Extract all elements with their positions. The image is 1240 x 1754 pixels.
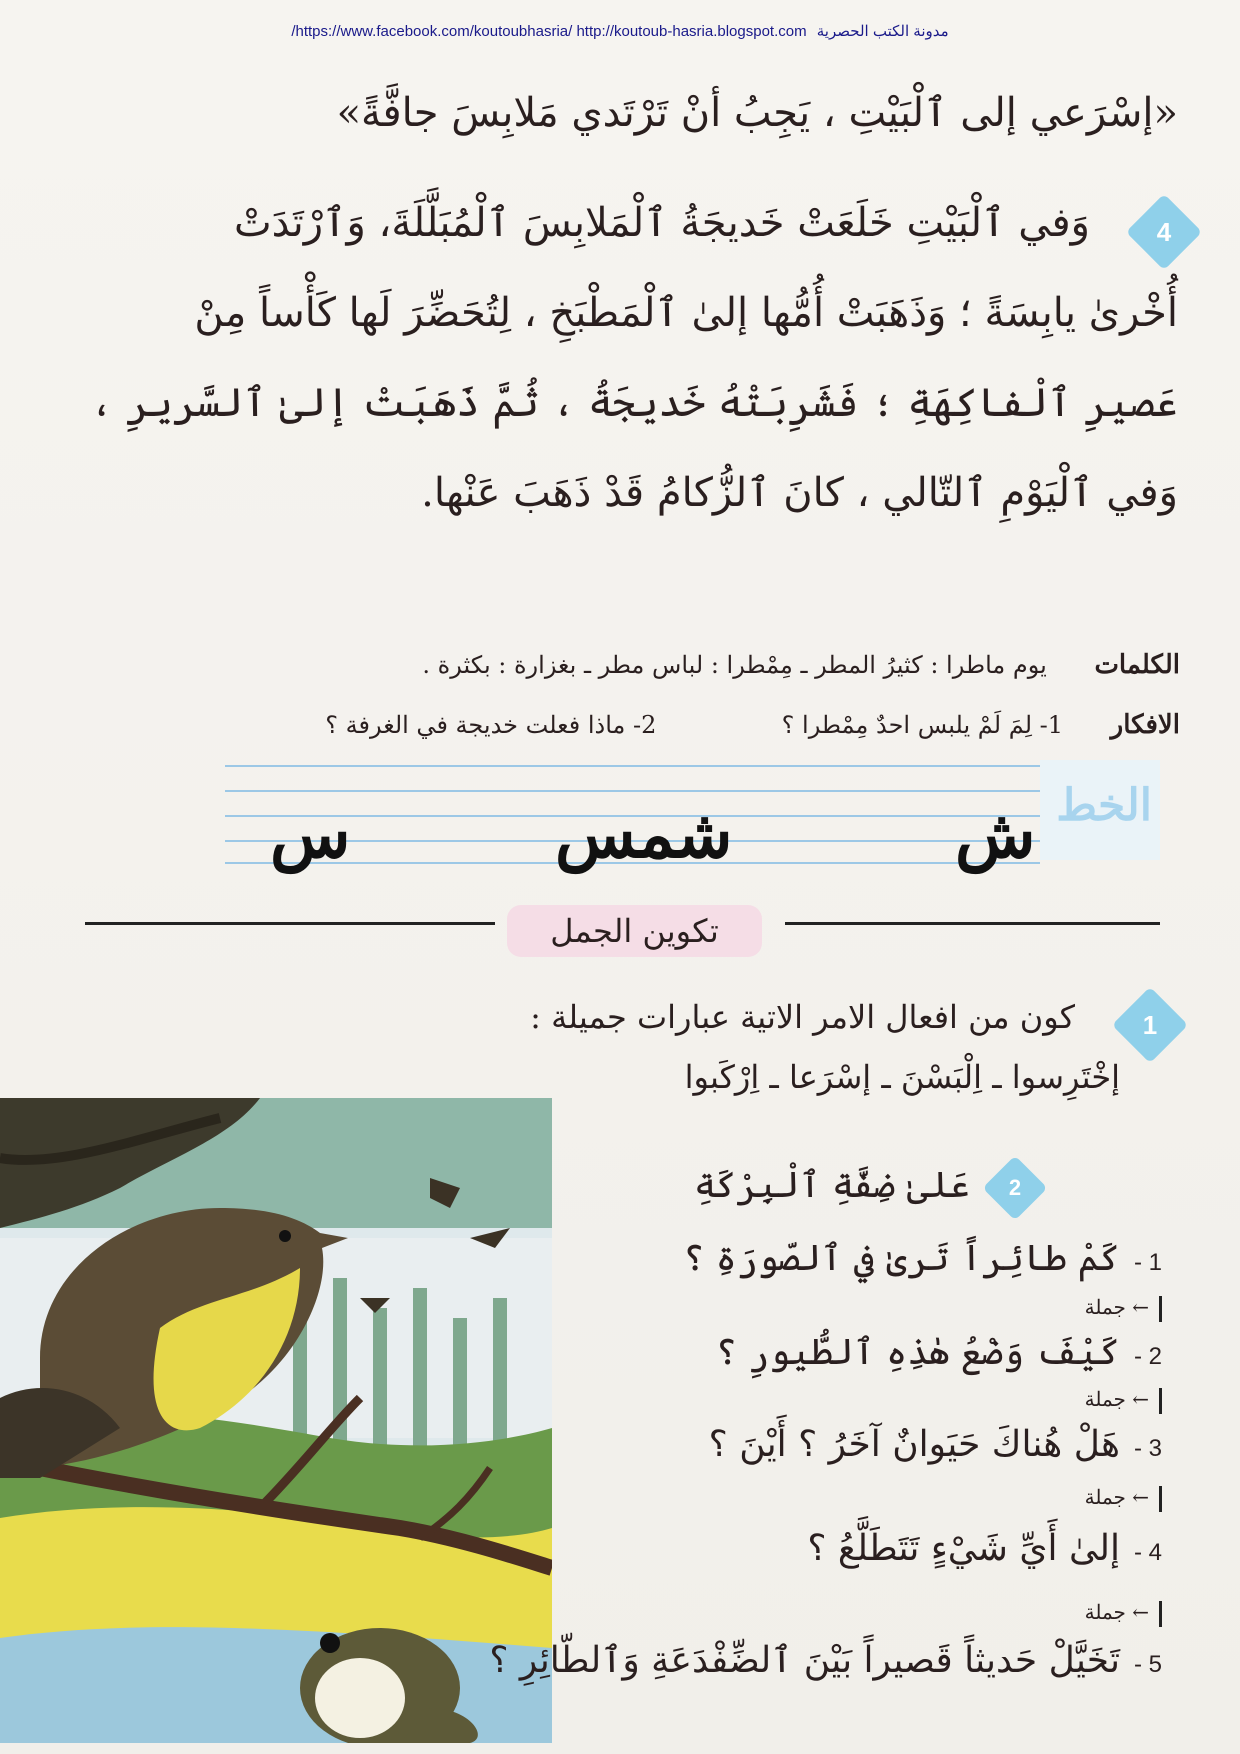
pond-illustration xyxy=(0,1098,552,1743)
exercise-1-badge-number: 1 xyxy=(1142,1010,1158,1040)
question-text: إلىٰ أَيِّ شَيْءٍ تَتَطَلَّعُ ؟ xyxy=(807,1528,1120,1569)
story-line-2: وَفي ٱلْبَيْتِ خَلَعَتْ خَديجَةُ ٱلْمَلابِسَ ٱلْمُبَلَّلَةَ، وَٱرْتَدَتْ xyxy=(233,200,1090,246)
source-links[interactable]: /https://www.facebook.com/koutoubhasria/ http://koutoub-hasria.blogspot.com xyxy=(291,23,807,40)
blog-name: مدونة الكتب الحصرية xyxy=(816,23,949,40)
page-header xyxy=(0,22,1240,40)
question-text: تَخَيَّلْ حَديثاً قَصيراً بَيْنَ ٱلضِّفْدَعَةِ وَٱلطّائِرِ ؟ xyxy=(489,1640,1120,1681)
answer-hint: ← جملة xyxy=(1084,1600,1149,1624)
ideas-question-2: 2- ماذا فعلت خديجة في الغرفة ؟ xyxy=(325,711,657,739)
answer-bar xyxy=(1159,1388,1162,1414)
exercise-2-badge-number: 2 xyxy=(1008,1175,1022,1200)
answer-hint: ← جملة xyxy=(1084,1387,1149,1411)
ideas-label: الافكار xyxy=(1110,710,1180,740)
question-1 xyxy=(522,1238,1162,1279)
question-number: 4 - xyxy=(1133,1539,1162,1566)
question-number: 1 - xyxy=(1133,1249,1162,1276)
answer-line-3[interactable] xyxy=(1085,1485,1162,1512)
paragraph-badge-number: 4 xyxy=(1156,217,1172,247)
exercise-1-instruction: كون من افعال الامر الاتية عبارات جميلة : xyxy=(530,998,1075,1036)
ruled-line xyxy=(225,765,1040,767)
answer-hint: ← جملة xyxy=(1084,1295,1149,1319)
vocabulary-text: يوم ماطرا : كثيرُ المطر ـ مِمْطرا : لباس مطر ـ بغزارة : بكثرة . xyxy=(422,651,1047,679)
story-line-5: وَفي ٱلْيَوْمِ ٱلتّالي ، كانَ ٱلزُّكامُ قَدْ ذَهَبَ عَنْها. xyxy=(421,470,1178,516)
question-number: 2 - xyxy=(1133,1343,1162,1370)
section-title: تكوين الجمل xyxy=(507,905,762,957)
exercise-2-title: عَلىٰ ضِفَّةِ ٱلْبِرْكَةِ xyxy=(693,1165,970,1206)
handwriting-word: شمس xyxy=(555,795,733,873)
vocabulary-row xyxy=(60,650,1180,680)
handwriting-letter-shin: ش xyxy=(955,795,1036,873)
answer-bar xyxy=(1159,1601,1162,1627)
answer-bar xyxy=(1159,1486,1162,1512)
story-line-3: أُخْرىٰ يابِسَةً ؛ وَذَهَبَتْ أُمُّها إلىٰ ٱلْمَطْبَخِ ، لِتُحَضِّرَ لَها كَأْساً مِنْ xyxy=(194,290,1178,336)
answer-line-4[interactable] xyxy=(1085,1600,1162,1627)
ruled-line xyxy=(225,790,1040,792)
answer-line-2[interactable] xyxy=(1085,1387,1162,1414)
story-line-4: عَصيرِ ٱلْفاكِهَةِ ؛ فَشَرِبَتْهُ خَديجَةُ ، ثُمَّ ذَهَبَتْ إلىٰ ٱلسَّريرِ ، xyxy=(89,380,1178,426)
question-2 xyxy=(522,1332,1162,1373)
exercise-1-verbs: إخْتَرِسوا ـ اِلْبَسْنَ ـ إسْرَعا ـ اِرْكَبوا xyxy=(684,1058,1120,1096)
question-5 xyxy=(489,1640,1162,1681)
section-divider-right xyxy=(785,922,1160,925)
handwriting-letter-sin: س xyxy=(270,795,351,873)
question-text: كَمْ طائِراً تَرىٰ في ٱلصّورَةِ ؟ xyxy=(683,1238,1120,1279)
question-number: 5 - xyxy=(1133,1651,1162,1678)
handwriting-label: الخط xyxy=(1056,780,1152,831)
question-text: كَيْفَ وَضْعُ هٰذِهِ ٱلطُّيورِ ؟ xyxy=(715,1332,1120,1373)
question-4 xyxy=(522,1528,1162,1569)
question-3 xyxy=(522,1424,1162,1465)
vocabulary-label: الكلمات xyxy=(1094,650,1180,680)
question-text: هَلْ هُناكَ حَيَوانٌ آخَرُ ؟ أَيْنَ ؟ xyxy=(708,1424,1120,1465)
ideas-question-1: 1- لِمَ لَمْ يلبس احدٌ مِمْطرا ؟ xyxy=(781,711,1064,739)
section-divider-left xyxy=(85,922,495,925)
answer-hint: ← جملة xyxy=(1084,1485,1149,1509)
answer-bar xyxy=(1159,1296,1162,1322)
answer-line-1[interactable] xyxy=(1085,1295,1162,1322)
pond-picture xyxy=(0,1098,552,1743)
ideas-row xyxy=(60,710,1180,740)
question-number: 3 - xyxy=(1133,1435,1162,1462)
story-line-1: «إسْرَعي إلى ٱلْبَيْتِ ، يَجِبُ أنْ تَرْتَدي مَلابِسَ جافَّةً» xyxy=(336,90,1178,136)
